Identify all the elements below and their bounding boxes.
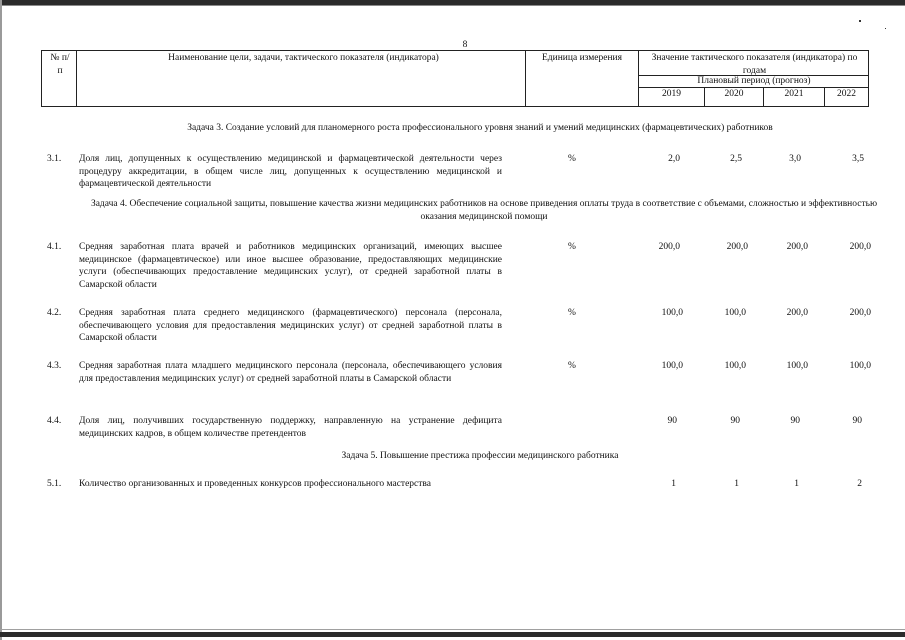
row-value: 200,0 (849, 242, 871, 252)
scan-left-edge (0, 0, 2, 640)
table-header (41, 50, 869, 107)
row-value: 3,0 (789, 154, 801, 164)
row-description: Средняя заработная плата среднего медицинского (фармацевтического) персонала (персонала, обеспечивающего условия для предоставления медицинских услуг) от средней заработной платы в Самарской области (79, 308, 502, 343)
row-value: 90 (730, 416, 740, 426)
task-heading: Задача 5. Повышение престижа профессии медицинского работника (341, 451, 619, 461)
row-description: Доля лиц, допущенных к осуществлению медицинской и фармацевтической деятельности через процедуру аккредитации, в общем числе лиц, допущенных к осуществлению медицинской и фармацевтической деятельности (79, 154, 502, 189)
row-description: Количество организованных и проведенных конкурсов профессионального мастерства (79, 479, 431, 489)
row-value: 2,5 (730, 154, 742, 164)
page-number: 8 (462, 40, 468, 50)
header-year: 2019 (662, 89, 681, 99)
row-value: 2,0 (668, 154, 680, 164)
row-value: 1 (671, 479, 676, 489)
row-value: 200,0 (786, 242, 808, 252)
row-value: 100,0 (724, 361, 746, 371)
header-year: 2020 (724, 89, 744, 99)
row-unit: % (568, 308, 576, 318)
row-number: 3.1. (47, 154, 62, 164)
header-year: 2022 (837, 89, 856, 99)
row-value: 100,0 (849, 361, 871, 371)
scan-top-edge-shadow (0, 5, 905, 6)
row-number: 4.2. (47, 308, 62, 318)
task-heading: Задача 4. Обеспечение социальной защиты, повышение качества жизни медицинских работников на основе приведения оплаты труда в соответствие с объемами, сложностью и эффективностью оказания медицинской помощи (90, 199, 878, 222)
row-value: 1 (734, 479, 739, 489)
row-number: 4.3. (47, 361, 62, 371)
row-value: 2 (857, 479, 862, 489)
row-description: Доля лиц, получивших государственную поддержку, направленную на устранение дефицита медицинских кадров, в общем количестве претендентов (79, 416, 502, 439)
row-unit: % (568, 154, 576, 164)
task-heading: Задача 3. Создание условий для планомерного роста профессионального уровня знаний и умений медицинских (фармацевтических) работников (187, 123, 773, 133)
row-value: 200,0 (658, 242, 680, 252)
row-unit: % (568, 361, 576, 371)
row-value: 200,0 (786, 308, 808, 318)
row-value: 100,0 (661, 361, 683, 371)
row-number: 4.1. (47, 242, 62, 252)
row-unit: % (568, 242, 576, 252)
row-description: Средняя заработная плата младшего медицинского персонала (персонала, обеспечивающего условия для предоставления медицинских услуг) от средней заработной платы в Самарской области (79, 361, 502, 384)
row-value: 3,5 (852, 154, 864, 164)
header-col-name: Наименование цели, задачи, тактического показателя (индикатора) (168, 53, 439, 63)
scan-bottom-edge-shadow (0, 629, 905, 630)
header-col-number: № п/п (50, 53, 70, 76)
row-value: 90 (790, 416, 800, 426)
row-value: 1 (794, 479, 799, 489)
row-description: Средняя заработная плата врачей и работников медицинских организаций, имеющих высшее медицинское (фармацевтическое) или иное высшее образование, предоставляющих медицинские услуги (обеспечивающих предоставление медицинских услуг), от средней заработной платы в Самарской области (79, 242, 502, 290)
row-value: 90 (667, 416, 677, 426)
header-col-value: Значение тактического показателя (индикатора) по годам (651, 53, 858, 76)
header-year: 2021 (784, 89, 804, 99)
header-col-unit: Единица измерения (542, 53, 622, 63)
row-value: 90 (852, 416, 862, 426)
scan-speck (859, 20, 861, 22)
row-number: 4.4. (47, 416, 62, 426)
header-col-period: Плановый период (прогноз) (697, 76, 811, 86)
row-value: 200,0 (849, 308, 871, 318)
scan-speck (885, 28, 886, 29)
row-value: 100,0 (661, 308, 683, 318)
row-number: 5.1. (47, 479, 62, 489)
row-value: 100,0 (786, 361, 808, 371)
row-value: 200,0 (726, 242, 748, 252)
scan-bottom-edge (0, 632, 905, 637)
row-value: 100,0 (724, 308, 746, 318)
